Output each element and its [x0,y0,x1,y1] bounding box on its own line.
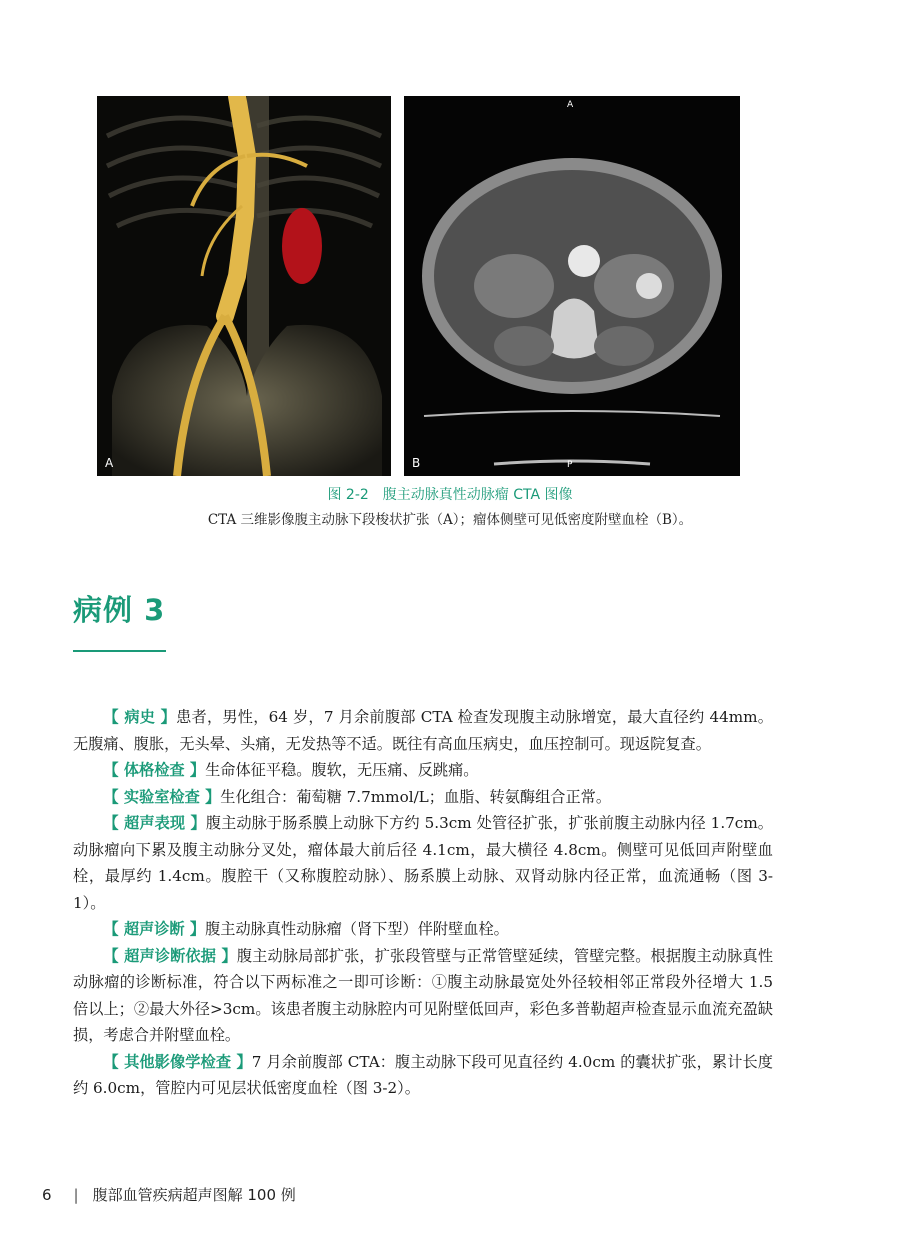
cta-3d-aorta-image [97,96,391,476]
section-lab-tests [73,784,773,811]
figure-panel-a [97,96,391,476]
section-text: 生命体征平稳。腹软，无压痛、反跳痛。 [205,761,479,779]
section-history [73,704,773,757]
section-tag: 【 超声诊断 】 [103,920,206,938]
panel-b-bottom-marker: P [567,460,573,470]
section-text: 患者，男性，64 岁，7 月余前腹部 CTA 检查发现腹主动脉增宽，最大直径约 44mm。无腹痛、腹胀，无头晕、头痛，无发热等不适。既往有高血压病史，血压控制可。现返院复查。 [73,708,773,753]
case-body [73,704,773,1102]
section-tag: 【 超声表现 】 [103,814,206,832]
section-text: 腹主动脉真性动脉瘤（肾下型）伴附壁血栓。 [205,920,509,938]
section-tag: 【 病史 】 [103,708,177,726]
panel-b-top-marker: A [567,100,574,110]
section-text: 腹主动脉局部扩张，扩张段管壁与正常管壁延续，管壁完整。根据腹主动脉真性动脉瘤的诊断标准，符合以下两标准之一即可诊断：①腹主动脉最宽处外径较相邻正常段外径增大 1.5 倍以上；②最大外径>3cm。该患者腹主动脉腔内可见附壁低回声，彩色多普勒超声检查显示血流充盈缺损，考虑合并附壁血栓。 [73,946,774,1044]
section-physical-exam [73,757,773,784]
section-text: 腹主动脉于肠系膜上动脉下方约 5.3cm 处管径扩张，扩张前腹主动脉内径 1.7cm。动脉瘤向下累及腹主动脉分叉处，瘤体最大前后径 4.1cm，最大横径 4.8cm。侧壁可见低回声附壁血栓，最厚约 1.4cm。腹腔干（又称腹腔动脉）、肠系膜上动脉、双肾动脉内径正常，血流通畅（图 3-1）。 [73,814,773,912]
section-tag: 【 实验室检查 】 [103,787,221,806]
section-diagnosis-basis [73,943,773,1049]
page-number: 6 [42,1186,52,1204]
section-ultrasound-diagnosis [73,916,773,943]
ct-axial-slice-image [404,96,740,476]
section-ultrasound-findings [73,810,773,916]
figure-description: CTA 三维影像腹主动脉下段梭状扩张（A）；瘤体侧壁可见低密度附壁血栓（B）。 [207,512,693,528]
book-title: 腹部血管疾病超声图解 100 例 [92,1186,296,1204]
section-text: 7 月余前腹部 CTA：腹主动脉下段可见直径约 4.0cm 的囊状扩张，累计长度约 6.0cm，管腔内可见层状低密度血栓（图 3-2）。 [73,1052,773,1097]
page-footer [42,1184,296,1205]
figure-caption: 图 2-2 腹主动脉真性动脉瘤 CTA 图像 [327,487,573,503]
footer-separator: | [73,1186,79,1204]
section-tag: 【 其他影像学检查 】 [103,1052,252,1071]
section-text: 生化组合：葡萄糖 7.7mmol/L；血脂、转氨酶组合正常。 [220,787,612,806]
figure-panel-b [404,96,740,476]
section-tag: 【 超声诊断依据 】 [103,946,237,965]
panel-a-letter: A [105,456,114,470]
section-tag: 【 体格检查 】 [103,761,206,779]
section-other-imaging [73,1049,773,1102]
title-underline [73,650,166,652]
panel-b-letter: B [412,456,421,470]
case-title: 病例 3 [73,593,166,627]
